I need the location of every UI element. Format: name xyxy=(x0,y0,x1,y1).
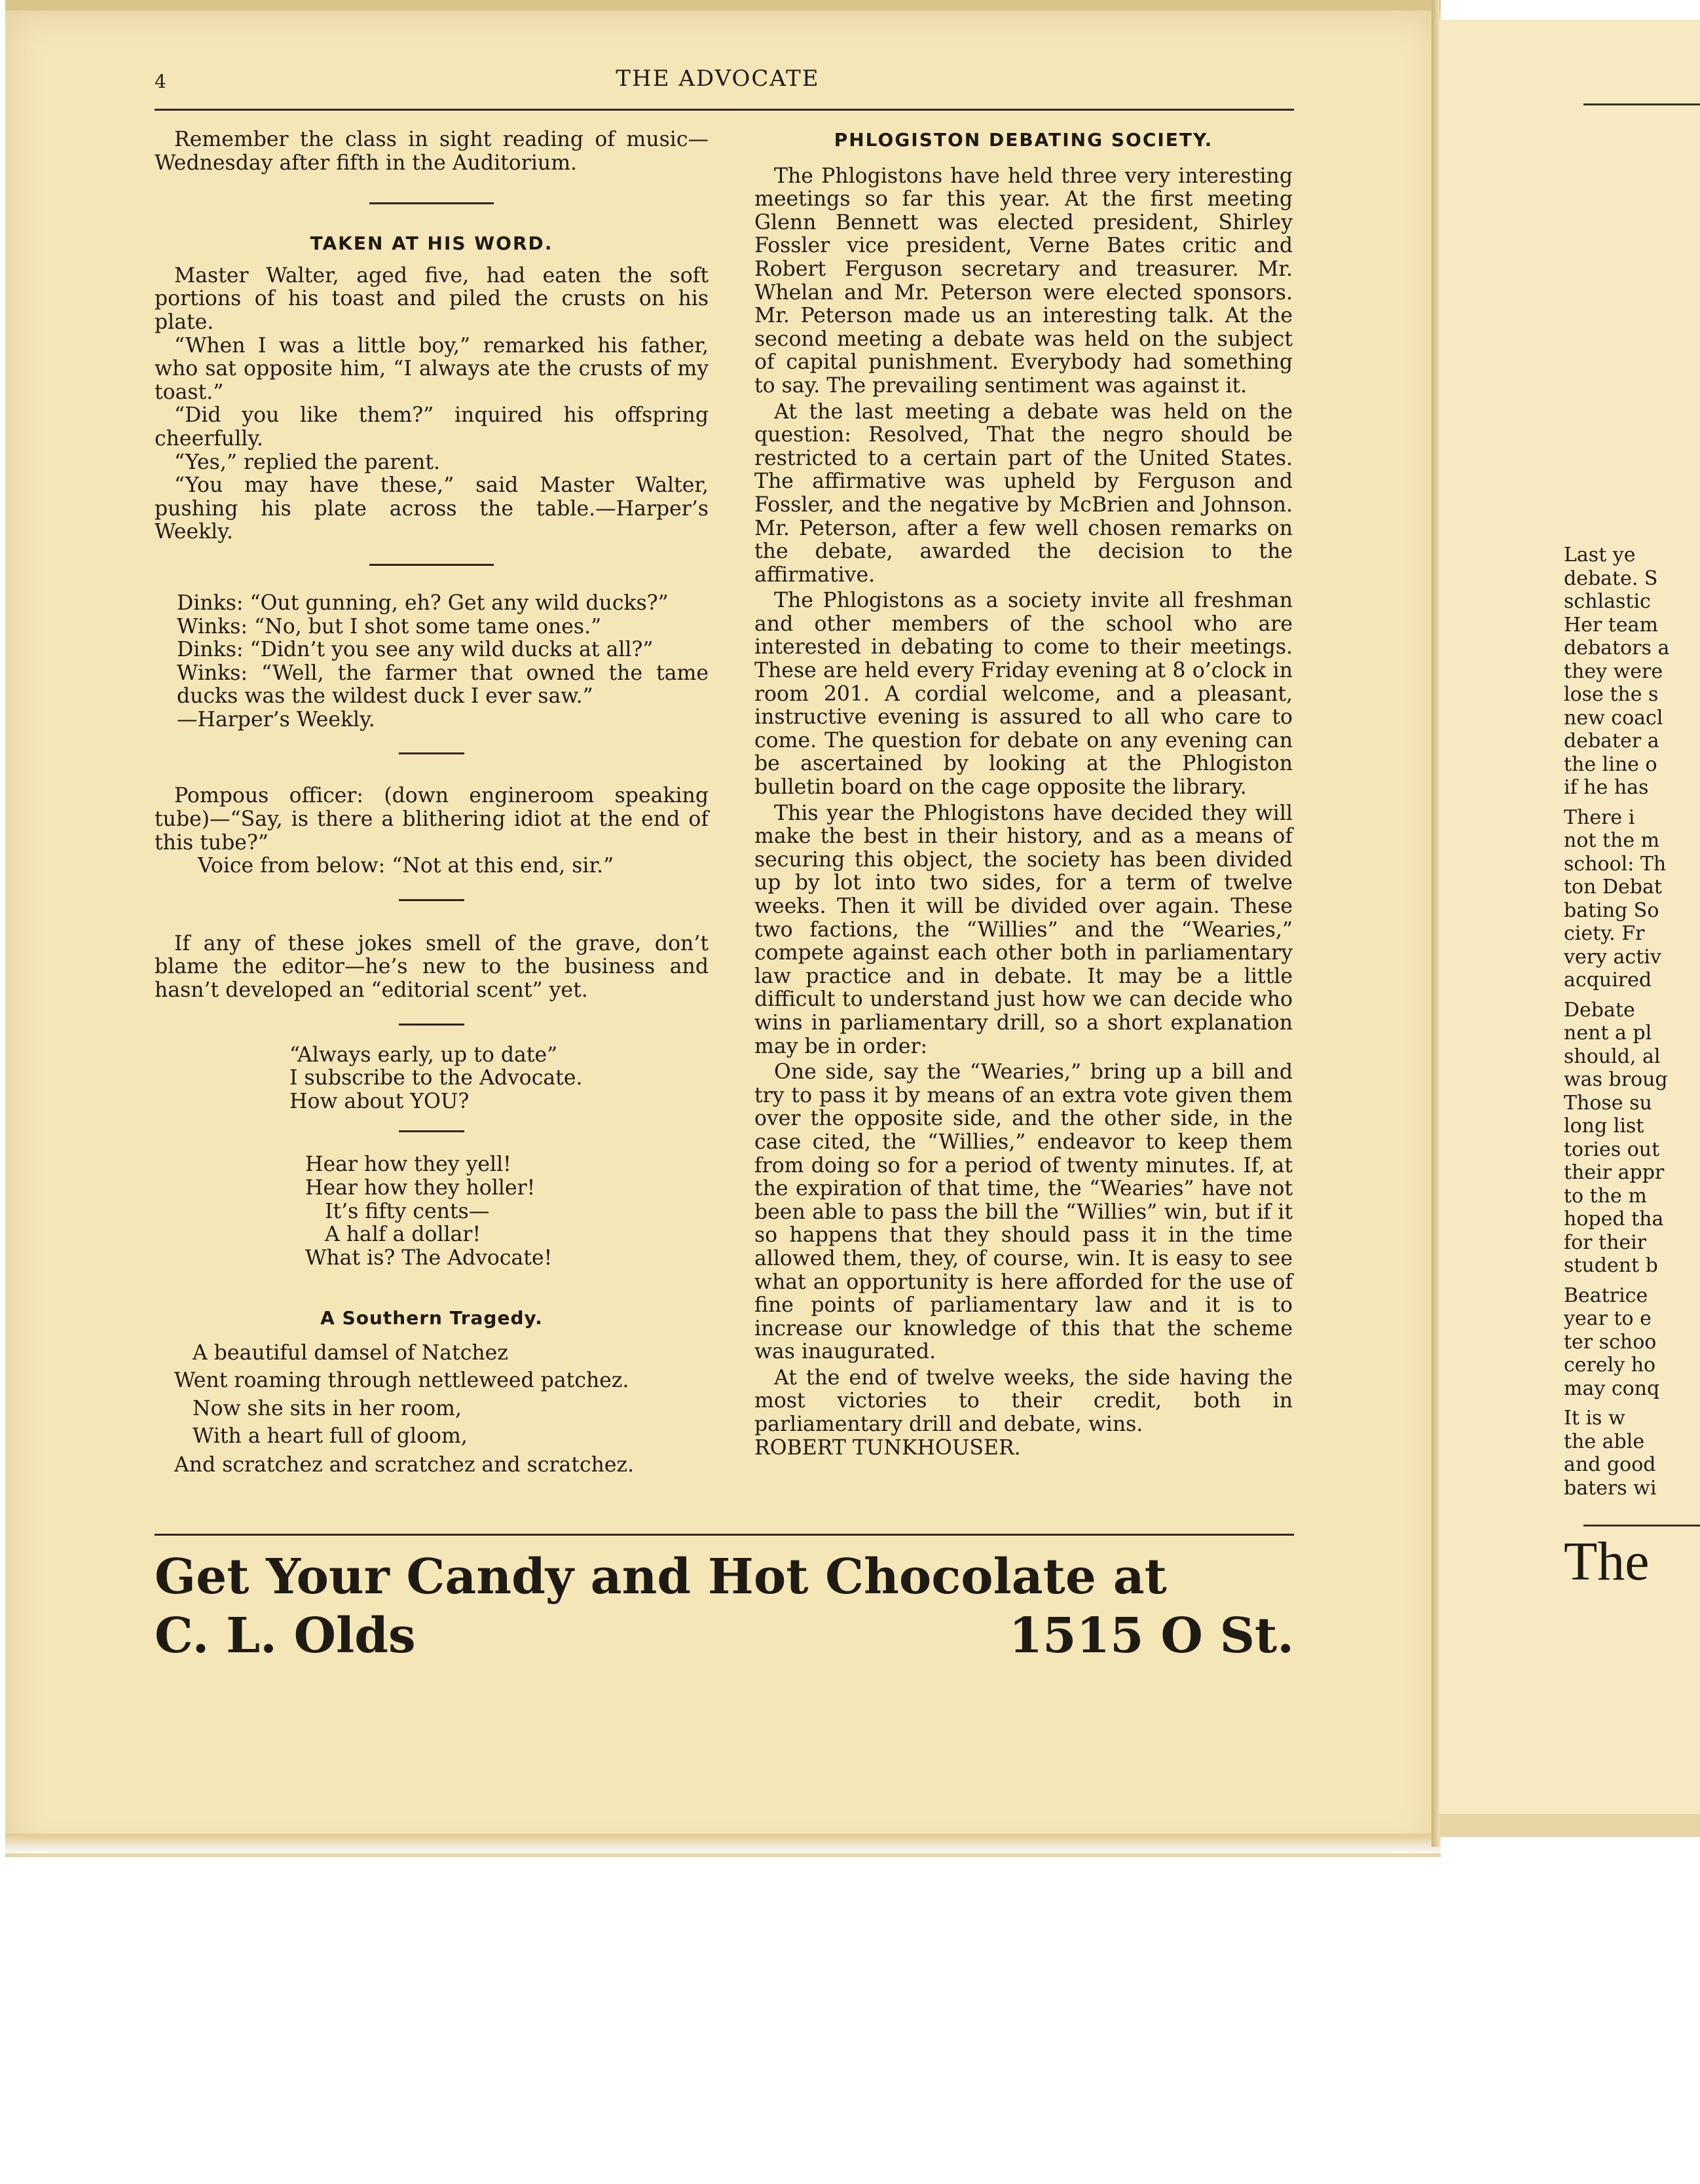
dinks-line: Dinks: “Didn’t you see any wild ducks at all?” xyxy=(177,638,654,662)
next-page-line: the line o xyxy=(1564,752,1657,776)
next-page-line: their appr xyxy=(1564,1161,1665,1184)
next-page-line: ton Debat xyxy=(1564,876,1662,898)
taken-paragraph: “Did you like them?” inquired his offspring cheerfully. xyxy=(155,403,709,451)
next-page-big-word: The xyxy=(1564,1531,1650,1592)
separator xyxy=(399,752,464,754)
phlogiston-paragraph: One side, say the “Wearies,” bring up a bill and try to pass it by means of an extra vote given them over the opposite side, and the other side, in the case cited, the “Willies,” endeavor to keep them from doing so for a period of twenty minutes. If, at the expiration of that time, the “Wearies” have not been able to pass the bill the “Willies” win, but if it so happens that they should pass it in the time allowed them, they, of course, win. It is easy to see what an opportunity is here afforded for the use of fine points of parliamentary law and it is to increase our knowledge of this that the scheme was inaugurated. xyxy=(754,1060,1293,1364)
phlogiston-paragraph: The Phlogistons have held three very interesting meetings so far this year. At the first meeting Glenn Bennett was elected president, Shirley Fossler vice president, Verne Bates critic and Robert Ferguson secretary and treasurer. Mr. Whelan and Mr. Peterson were elected sponsors. Mr. Peterson made us an interesting talk. At the second meeting a debate was held on the subject of capital punishment. Everybody had something to say. The prevailing sentiment was against it. xyxy=(754,164,1293,398)
page-shadow xyxy=(5,1834,1441,1853)
verse-line: With a heart full of gloom, xyxy=(193,1424,468,1448)
next-page-line: Beatrice xyxy=(1564,1284,1648,1307)
verse-line: What is? The Advocate! xyxy=(305,1246,553,1270)
verse-line: How about YOU? xyxy=(289,1089,470,1113)
next-page-edge xyxy=(1439,1814,1700,1837)
next-page-line: There i xyxy=(1564,805,1635,829)
next-page-line xyxy=(1564,1278,1700,1284)
next-page-line: debater a xyxy=(1564,730,1659,752)
page-title: THE ADVOCATE xyxy=(616,65,820,92)
taken-paragraph: Master Walter, aged five, had eaten the soft portions of his toast and piled the crusts on his plate. xyxy=(155,263,709,334)
yell-verse xyxy=(155,1153,709,1270)
verse-line: A beautiful damsel of Natchez xyxy=(193,1341,508,1365)
separator xyxy=(399,1024,464,1026)
next-page-line: to the m xyxy=(1564,1184,1647,1208)
taken-paragraph: “You may have these,” said Master Walter, pushing his plate across the table.—Harper’s Weekly. xyxy=(155,473,709,544)
dinks-line: Winks: “No, but I shot some tame ones.” xyxy=(177,614,602,639)
next-page-text xyxy=(1564,544,1700,1500)
next-page-line xyxy=(1564,800,1700,806)
next-page-line: ter schoo xyxy=(1564,1330,1657,1354)
verse-line: Went roaming through nettleweed patchez. xyxy=(174,1368,629,1392)
verse-line: And scratchez and scratchez and scratchez. xyxy=(174,1453,635,1477)
dinks-line: Dinks: “Out gunning, eh? Get any wild ducks?” xyxy=(177,591,669,615)
next-page-line: It is w xyxy=(1564,1407,1625,1430)
next-page-line: debate. S xyxy=(1564,566,1658,590)
next-page-line: Debate xyxy=(1564,998,1635,1022)
pompous-paragraph: Pompous officer: (down engineroom speaking tube)—“Say, is there a blithering idiot at the end of this tube?” xyxy=(155,784,709,855)
signature: ROBERT TUNKHOUSER. xyxy=(754,1435,1021,1460)
next-page-line: the able xyxy=(1564,1430,1645,1453)
separator xyxy=(399,899,464,901)
ad-rule xyxy=(155,1534,1294,1536)
ad-address: 1515 O St. xyxy=(1008,1608,1294,1664)
next-page-line: acquired xyxy=(1564,969,1652,991)
ad-line-2 xyxy=(155,1608,1294,1663)
next-page-line: Last ye xyxy=(1564,544,1636,566)
next-page-line: schlastic xyxy=(1564,590,1651,613)
right-column xyxy=(754,128,1293,1460)
next-page-line: Her team xyxy=(1564,613,1658,637)
next-page-line: cerely ho xyxy=(1564,1354,1656,1377)
verse-line: Now she sits in her room, xyxy=(193,1396,462,1420)
next-page-line: new coacl xyxy=(1564,706,1663,730)
next-page-line: year to e xyxy=(1564,1307,1652,1330)
taken-paragraph: “When I was a little boy,” remarked his father, who sat opposite him, “I always ate the crusts of my toast.” xyxy=(155,333,709,404)
next-page-line xyxy=(1564,1400,1700,1407)
verse-line: It’s fifty cents— xyxy=(325,1199,490,1223)
next-page-rule xyxy=(1583,1525,1700,1527)
next-page-line: not the m xyxy=(1564,829,1660,852)
separator xyxy=(369,202,494,204)
next-page-line: should, al xyxy=(1564,1045,1661,1068)
page-number: 4 xyxy=(155,71,166,92)
page-gutter xyxy=(1432,0,1439,1847)
taken-heading: TAKEN AT HIS WORD. xyxy=(310,232,553,255)
next-page-line: ciety. Fr xyxy=(1564,922,1645,945)
phlogiston-paragraph: At the end of twelve weeks, the side having the most victories to their credit, both in parliamentary drill and debate, wins. xyxy=(754,1365,1293,1437)
next-page-line: long list xyxy=(1564,1115,1644,1138)
next-page-line: and good xyxy=(1564,1453,1656,1476)
left-column xyxy=(155,128,709,1479)
next-page-line: if he has xyxy=(1564,776,1649,799)
next-page-line: Those su xyxy=(1564,1091,1652,1115)
next-page-line: was broug xyxy=(1564,1068,1668,1091)
phlogiston-heading: PHLOGISTON DEBATING SOCIETY. xyxy=(834,129,1213,151)
next-page-line xyxy=(1564,992,1700,999)
verse-line: I subscribe to the Advocate. xyxy=(289,1066,583,1090)
phlogiston-paragraph: The Phlogistons as a society invite all freshman and other members of the school who are interested in debating to come to their meetings. These are held every Friday evening at 8 o’clock in room 201. A cordial welcome, and a pleasant, instructive evening is assured to all who care to come. The question for debate on any evening can be ascertained by looking at the Phlogiston bulletin board on the cage opposite the library. xyxy=(754,589,1293,800)
next-page-line: may conq xyxy=(1564,1377,1660,1400)
next-page-sliver xyxy=(1439,20,1700,1814)
next-page-line: hoped tha xyxy=(1564,1208,1664,1231)
next-page-line: lose the s xyxy=(1564,683,1659,706)
verse-line: Hear how they holler! xyxy=(305,1176,536,1200)
pompous-paragraph: Voice from below: “Not at this end, sir.” xyxy=(198,854,614,878)
phlogiston-paragraph: This year the Phlogistons have decided they will make the best in their history, and as a means of securing this object, the society has been divided up by lot into two sides, for a term of twelve weeks. Then it will be divided over again. These two factions, the “Willies” and the “Wearies,” compete against each other both in parliamentary law practice and in debate. It may be a little difficult to understand just how we can decide who wins in parliamentary drill, so a short explanation may be in order: xyxy=(754,801,1293,1058)
verse-line: A half a dollar! xyxy=(325,1223,481,1247)
next-page-line: nent a pl xyxy=(1564,1022,1652,1045)
next-page-line: for their xyxy=(1564,1231,1647,1254)
dinks-source: —Harper’s Weekly. xyxy=(177,707,375,731)
next-page-line: bating So xyxy=(1564,898,1659,922)
next-page-line: baters wi xyxy=(1564,1476,1657,1500)
next-page-line: student b xyxy=(1564,1254,1658,1277)
verse-line: Hear how they yell! xyxy=(305,1153,511,1177)
header-rule xyxy=(155,109,1294,111)
dinks-line: Winks: “Well, the farmer that owned the tame ducks was the wildest duck I ever saw.” xyxy=(177,661,709,709)
subscribe-verse xyxy=(155,1044,709,1114)
next-page-line: debators a xyxy=(1564,637,1670,659)
next-page-line: school: Th xyxy=(1564,852,1667,876)
verse-line: “Always early, up to date” xyxy=(289,1043,558,1067)
phlogiston-paragraph: At the last meeting a debate was held on the question: Resolved, That the negro should be restricted to a certain part of the United States. The affirmative was upheld by Ferguson and Fossler, and the negative by McBrien and Johnson. Mr. Peterson, after a few well chosen remarks on the debate, awarded the decision to the affirmative. xyxy=(754,399,1293,587)
jokes-paragraph: If any of these jokes smell of the grave, don’t blame the editor—he’s new to the business and hasn’t developed an “editorial scent” yet. xyxy=(155,931,709,1003)
ad-line-1: Get Your Candy and Hot Chocolate at xyxy=(155,1549,1167,1605)
taken-paragraph: “Yes,” replied the parent. xyxy=(174,450,441,474)
next-page-line: very activ xyxy=(1564,945,1661,969)
next-page-line: tories out xyxy=(1564,1138,1660,1161)
next-page-line: they were xyxy=(1564,659,1663,683)
separator xyxy=(399,1130,464,1132)
music-notice: Remember the class in sight reading of music—Wednesday after fifth in the Auditorium. xyxy=(155,128,709,175)
separator xyxy=(369,564,494,566)
next-page-rule xyxy=(1583,103,1700,105)
southern-heading: A Southern Tragedy. xyxy=(320,1307,543,1329)
southern-verse xyxy=(155,1342,709,1479)
ad-business-name: C. L. Olds xyxy=(155,1608,416,1664)
